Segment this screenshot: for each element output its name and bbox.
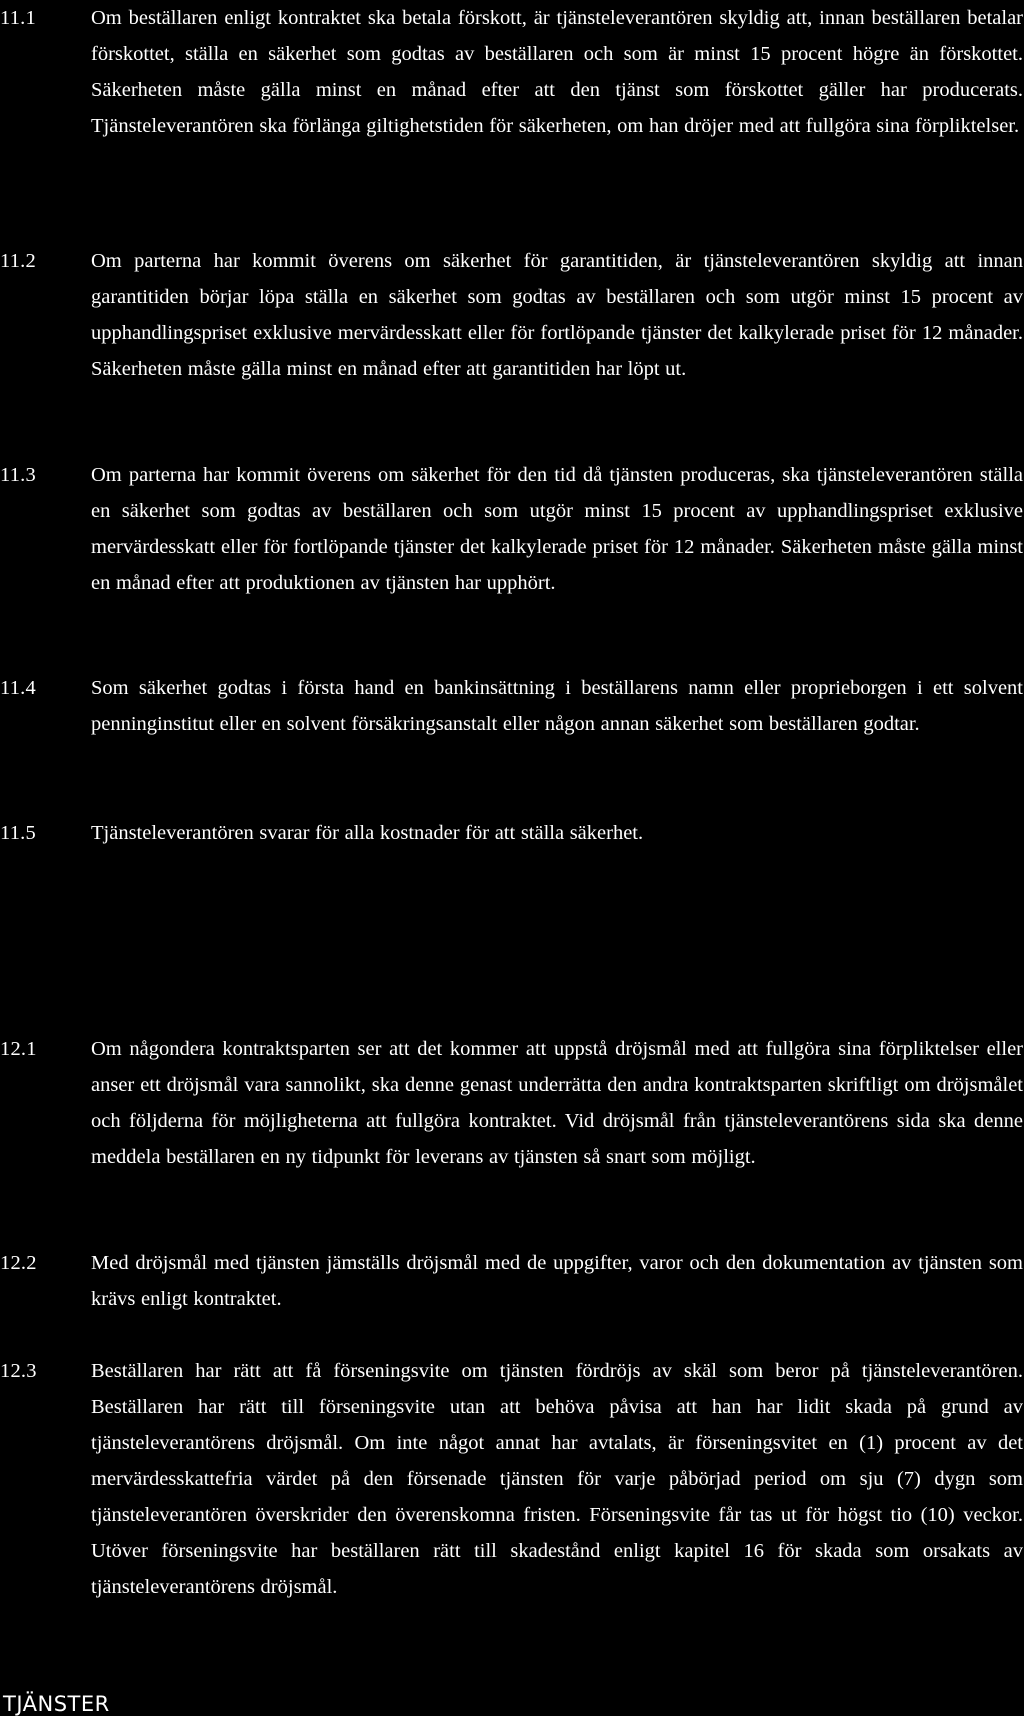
clause-text: Tjänsteleverantören svarar för alla kostnader för att ställa säkerhet. xyxy=(91,822,644,844)
clause-text: Om någondera kontraktsparten ser att det kommer att uppstå dröjsmål med att fullgöra sina förpliktelser eller anser ett dröjsmål vara sannolikt, ska denne genast underrätta den andra kontraktsparten skriftligt om dröjsmålet och följderna för möjligheterna att fullgöra kontraktet. Vid dröjsmål från tjänsteleverantörens sida ska denne meddela beställaren en ny tidpunkt för leverans av tjänsten så snart som möjligt. xyxy=(91,1038,1023,1168)
clause-number: 11.3 xyxy=(0,464,36,486)
clause-text: Beställaren har rätt att få förseningsvite om tjänsten fördröjs av skäl som beror på tjänsteleverantören. Beställaren har rätt till förseningsvite utan att behöva påvisa att han har lidit skada på grund av tjänsteleverantörens dröjsmål. Om inte något annat har avtalats, är förseningsvitet en (1) procent av det mervärdesskattefria värdet på den försenade tjänsten för varje påbörjad period om sju (7) dygn som tjänsteleverantören överskrider den överenskomna fristen. Förseningsvite får tas ut för högst tio (10) veckor. Utöver förseningsvite har beställaren rätt till skadestånd enligt kapitel 16 för skada som orsakats av tjänsteleverantörens dröjsmål. xyxy=(91,1360,1023,1598)
clause-number: 12.3 xyxy=(0,1360,37,1382)
clause-number: 12.2 xyxy=(0,1252,37,1274)
clause-number: 11.4 xyxy=(0,677,36,699)
clause-text: Om parterna har kommit överens om säkerhet för garantitiden, är tjänsteleverantören skyldig att innan garantitiden börjar löpa ställa en säkerhet som godtas av beställaren och som utgör minst 15 procent av upphandlingspriset exklusive mervärdesskatt eller för fortlöpande tjänster det kalkylerade priset för 12 månader. Säkerheten måste gälla minst en månad efter att garantitiden har löpt ut. xyxy=(91,250,1023,380)
clause-number: 12.1 xyxy=(0,1038,37,1060)
clause-number: 11.5 xyxy=(0,822,36,844)
clause-text: Med dröjsmål med tjänsten jämställs dröjsmål med de uppgifter, varor och den dokumentation av tjänsten som krävs enligt kontraktet. xyxy=(91,1252,1023,1310)
clause-text: Som säkerhet godtas i första hand en bankinsättning i beställarens namn eller proprieborgen i ett solvent penninginstitut eller en solvent försäkringsanstalt eller någon annan säkerhet som beställaren godtar. xyxy=(91,677,1023,735)
footer-label: TJÄNSTER xyxy=(3,1692,110,1716)
clause-text: Om parterna har kommit överens om säkerhet för den tid då tjänsten produceras, ska tjänsteleverantören ställa en säkerhet som godtas av beställaren och som utgör minst 15 procent av upphandlingspriset exklusive mervärdesskatt eller för fortlöpande tjänster det kalkylerade priset för 12 månader. Säkerheten måste gälla minst en månad efter att produktionen av tjänsten har upphört. xyxy=(91,464,1023,594)
clause-number: 11.2 xyxy=(0,250,36,272)
clause-number: 11.1 xyxy=(0,7,36,29)
clause-text: Om beställaren enligt kontraktet ska betala förskott, är tjänsteleverantören skyldig att, innan beställaren betalar förskottet, ställa en säkerhet som godtas av beställaren och som är minst 15 procent högre än förskottet. Säkerheten måste gälla minst en månad efter att den tjänst som förskottet gäller har producerats. Tjänsteleverantören ska förlänga giltighetstiden för säkerheten, om han dröjer med att fullgöra sina förpliktelser. xyxy=(91,7,1023,137)
